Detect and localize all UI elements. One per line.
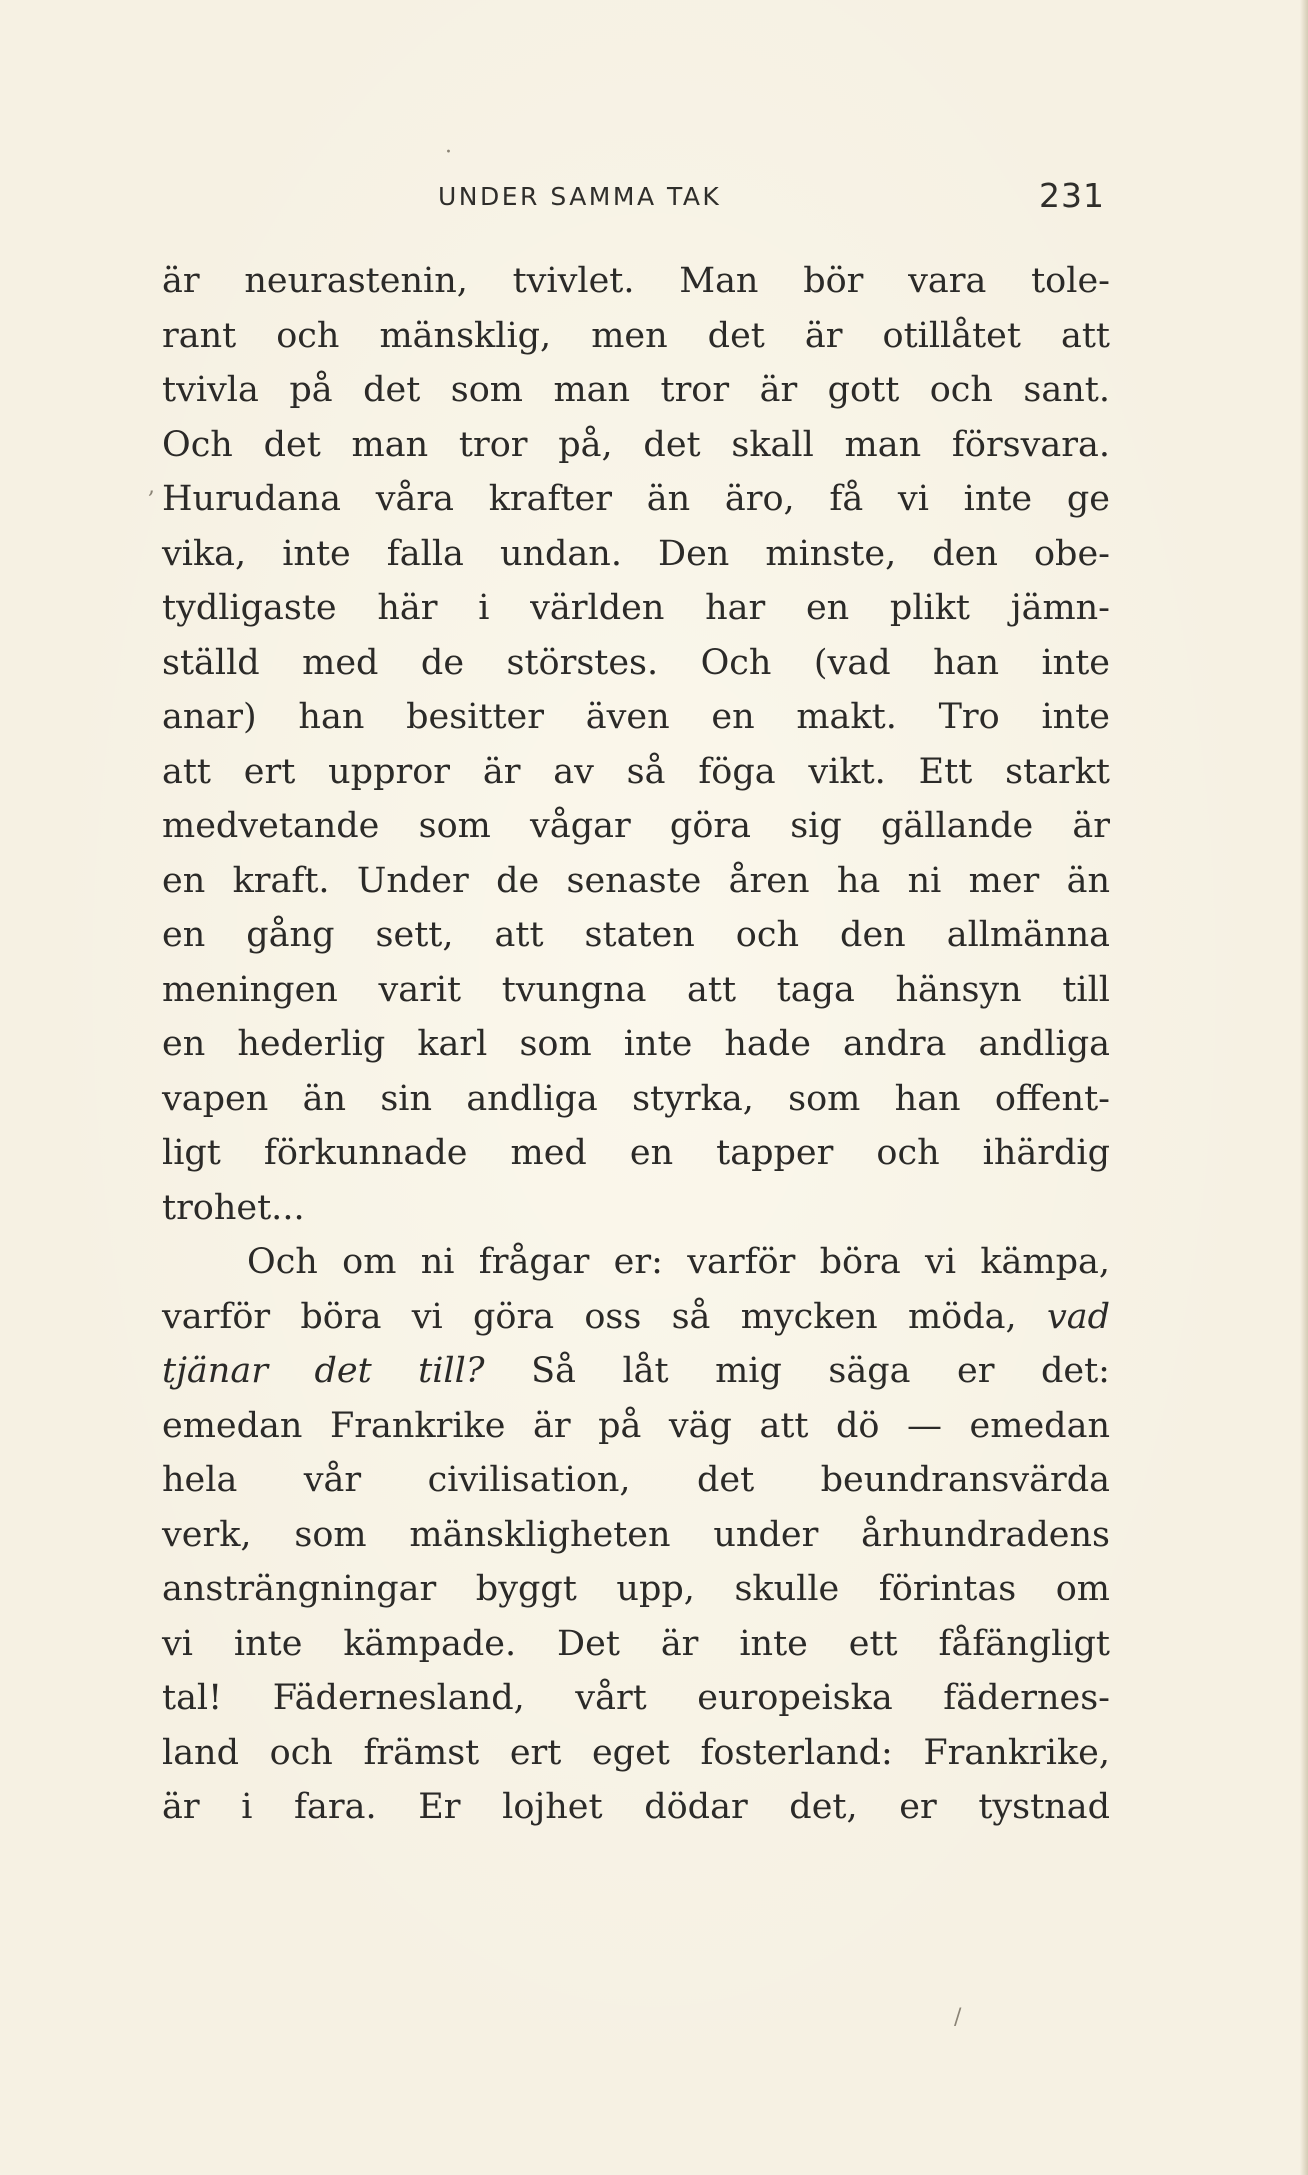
text-line: en gång sett, att staten och den allmänna bbox=[162, 915, 1110, 955]
text-line: meningen varit tvungna att taga hänsyn till bbox=[162, 969, 1110, 1010]
text-line: att ert uppror är av så föga vikt. Ett starkt bbox=[162, 751, 1110, 792]
text-line: land och främst ert eget fosterland: Frankrike, bbox=[162, 1732, 1110, 1773]
text-line: ansträngningar byggt upp, skulle förintas om bbox=[162, 1569, 1110, 1609]
page-edge-shadow bbox=[1300, 0, 1308, 2175]
text-line: vika, inte falla undan. Den minste, den obe- bbox=[162, 533, 1110, 574]
text-line: tal! Fädernesland, vårt europeiska fädernes- bbox=[162, 1678, 1110, 1718]
pencil-mark: / bbox=[954, 2005, 962, 2030]
text-line: hela vår civilisation, det beundransvärda bbox=[162, 1460, 1110, 1500]
page-header bbox=[160, 176, 1105, 226]
text-line bbox=[162, 1290, 1110, 1345]
text-line bbox=[162, 1344, 1110, 1399]
running-title: UNDER SAMMA TAK bbox=[438, 182, 722, 211]
text-line: anar) han besitter även en makt. Tro inte bbox=[162, 697, 1110, 737]
text-line: tvivla på det som man tror är gott och sant. bbox=[162, 370, 1110, 410]
text-line: ligt förkunnade med en tapper och ihärdig bbox=[162, 1133, 1110, 1173]
text-line: Och om ni frågar er: varför böra vi kämpa, bbox=[247, 1242, 1110, 1282]
text-line: en hederlig karl som inte hade andra andliga bbox=[162, 1024, 1110, 1064]
text-line: är neurastenin, tvivlet. Man bör vara tole- bbox=[162, 261, 1110, 301]
pencil-mark: , bbox=[148, 474, 155, 499]
italic-segment: tjänar det till? bbox=[162, 1351, 485, 1391]
text-line: är i fara. Er lojhet dödar det, er tystnad bbox=[162, 1787, 1110, 1827]
text-line: rant och mänsklig, men det är otillåtet att bbox=[162, 315, 1110, 356]
text-line: tydligaste här i världen har en plikt jämn- bbox=[162, 588, 1110, 628]
text-line: vapen än sin andliga styrka, som han offent- bbox=[162, 1078, 1110, 1119]
text-line: Hurudana våra krafter än äro, få vi inte ge bbox=[162, 479, 1110, 519]
text-line: ställd med de störstes. Och (vad han inte bbox=[162, 642, 1110, 683]
dot-mark: · bbox=[445, 140, 452, 165]
text-line: trohet... bbox=[162, 1187, 305, 1228]
text-line: verk, som mänskligheten under århundradens bbox=[162, 1514, 1110, 1555]
text-line: vi inte kämpade. Det är inte ett fåfängligt bbox=[162, 1623, 1110, 1664]
italic-segment: vad bbox=[1046, 1296, 1110, 1337]
text-line: Och det man tror på, det skall man försvara. bbox=[162, 424, 1110, 465]
text-line: medvetande som vågar göra sig gällande är bbox=[162, 806, 1110, 846]
text-segment: varför böra vi göra oss så mycken möda, bbox=[162, 1296, 1017, 1337]
text-line: emedan Frankrike är på väg att dö — emedan bbox=[162, 1405, 1110, 1446]
text-line: en kraft. Under de senaste åren ha ni mer än bbox=[162, 860, 1110, 901]
page-number: 231 bbox=[1039, 176, 1105, 215]
text-segment: Så låt mig säga er det: bbox=[531, 1351, 1110, 1391]
body-text bbox=[162, 254, 1110, 1835]
